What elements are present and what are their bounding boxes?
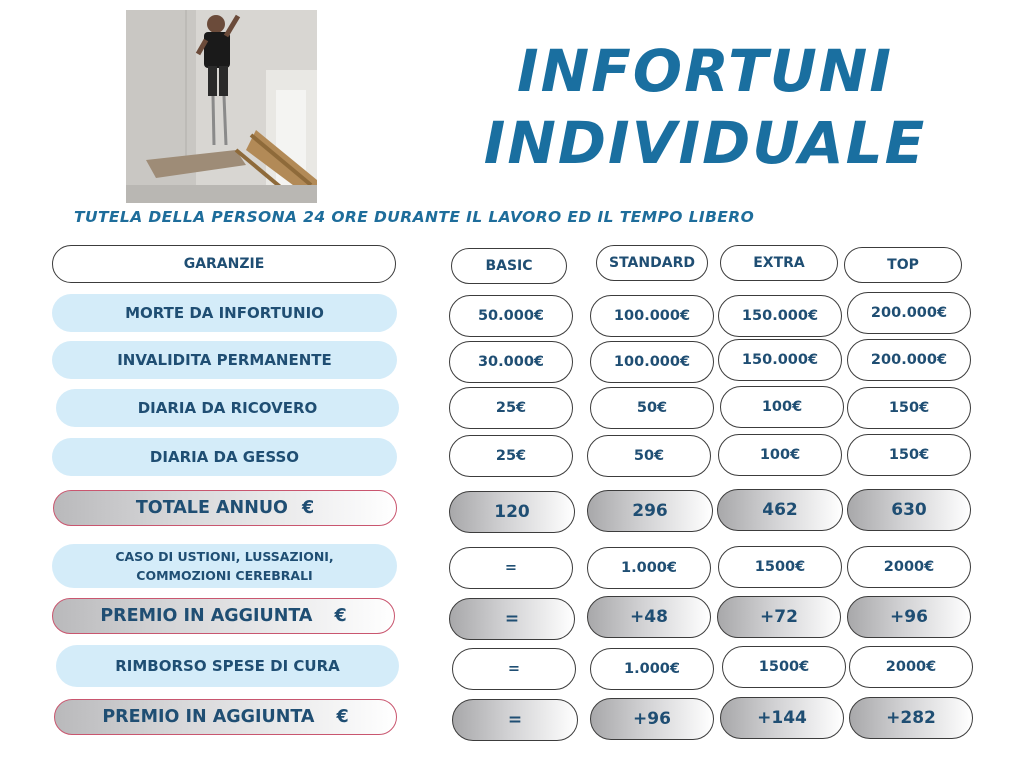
value-standard: 50€ <box>587 435 711 477</box>
ustioni-label-line1: CASO DI USTIONI, LUSSAZIONI, <box>115 549 334 564</box>
row-label-diaria-ricovero: DIARIA DA RICOVERO <box>56 389 399 427</box>
value-extra: 100€ <box>718 434 842 476</box>
value-extra: 100€ <box>720 386 844 428</box>
value-standard: 50€ <box>590 387 714 429</box>
value-top: 2000€ <box>847 546 971 588</box>
premio1-extra: +72 <box>717 596 841 638</box>
page-title-line1: INFORTUNI <box>517 37 893 105</box>
row-label-premio-aggiunta-2 <box>54 699 397 735</box>
value-top: 200.000€ <box>847 292 971 334</box>
value-top: 150€ <box>847 434 971 476</box>
premio-label-text: PREMIO IN AGGIUNTA <box>100 606 313 626</box>
value-basic: 30.000€ <box>449 341 573 383</box>
totale-label-text: TOTALE ANNUO <box>135 498 288 518</box>
header-garanzie: GARANZIE <box>52 245 396 283</box>
euro-symbol: € <box>334 606 347 626</box>
euro-symbol: € <box>301 498 315 518</box>
premio2-standard: +96 <box>590 698 714 740</box>
row-label-rimborso-spese: RIMBORSO SPESE DI CURA <box>56 645 399 687</box>
total-top: 630 <box>847 489 971 531</box>
row-label-invalidita: INVALIDITA PERMANENTE <box>52 341 397 379</box>
value-extra: 150.000€ <box>718 295 842 337</box>
header-basic: BASIC <box>451 248 567 284</box>
value-standard: 100.000€ <box>590 295 714 337</box>
ustioni-label-line2: COMMOZIONI CEREBRALI <box>136 568 313 583</box>
premio1-standard: +48 <box>587 596 711 638</box>
value-basic: 25€ <box>449 435 573 477</box>
total-standard: 296 <box>587 490 713 532</box>
value-standard: 100.000€ <box>590 341 714 383</box>
euro-symbol: € <box>336 707 349 727</box>
header-extra: EXTRA <box>720 245 838 281</box>
value-top: 150€ <box>847 387 971 429</box>
row-label-totale-annuo <box>53 490 397 526</box>
value-standard: 1.000€ <box>590 648 714 690</box>
value-extra: 1500€ <box>718 546 842 588</box>
header-standard: STANDARD <box>596 245 708 281</box>
value-basic: = <box>449 547 573 589</box>
value-basic: = <box>452 648 576 690</box>
value-basic: 50.000€ <box>449 295 573 337</box>
row-label-ustioni <box>52 544 397 588</box>
value-extra: 1500€ <box>722 646 846 688</box>
row-label-diaria-gesso: DIARIA DA GESSO <box>52 438 397 476</box>
page-title-line2: INDIVIDUALE <box>483 109 927 177</box>
total-basic: 120 <box>449 491 575 533</box>
premio2-top: +282 <box>849 697 973 739</box>
premio2-extra: +144 <box>720 697 844 739</box>
header-top: TOP <box>844 247 962 283</box>
total-extra: 462 <box>717 489 843 531</box>
premio1-basic: = <box>449 598 575 640</box>
premio2-basic: = <box>452 699 578 741</box>
worker-photo <box>126 10 317 203</box>
value-basic: 25€ <box>449 387 573 429</box>
subtitle: TUTELA DELLA PERSONA 24 ORE DURANTE IL LAVORO ED IL TEMPO LIBERO <box>74 208 755 226</box>
value-top: 2000€ <box>849 646 973 688</box>
value-extra: 150.000€ <box>718 339 842 381</box>
row-label-morte: MORTE DA INFORTUNIO <box>52 294 397 332</box>
premio-label-text: PREMIO IN AGGIUNTA <box>102 707 315 727</box>
value-standard: 1.000€ <box>587 547 711 589</box>
premio1-top: +96 <box>847 596 971 638</box>
value-top: 200.000€ <box>847 339 971 381</box>
row-label-premio-aggiunta-1 <box>52 598 395 634</box>
